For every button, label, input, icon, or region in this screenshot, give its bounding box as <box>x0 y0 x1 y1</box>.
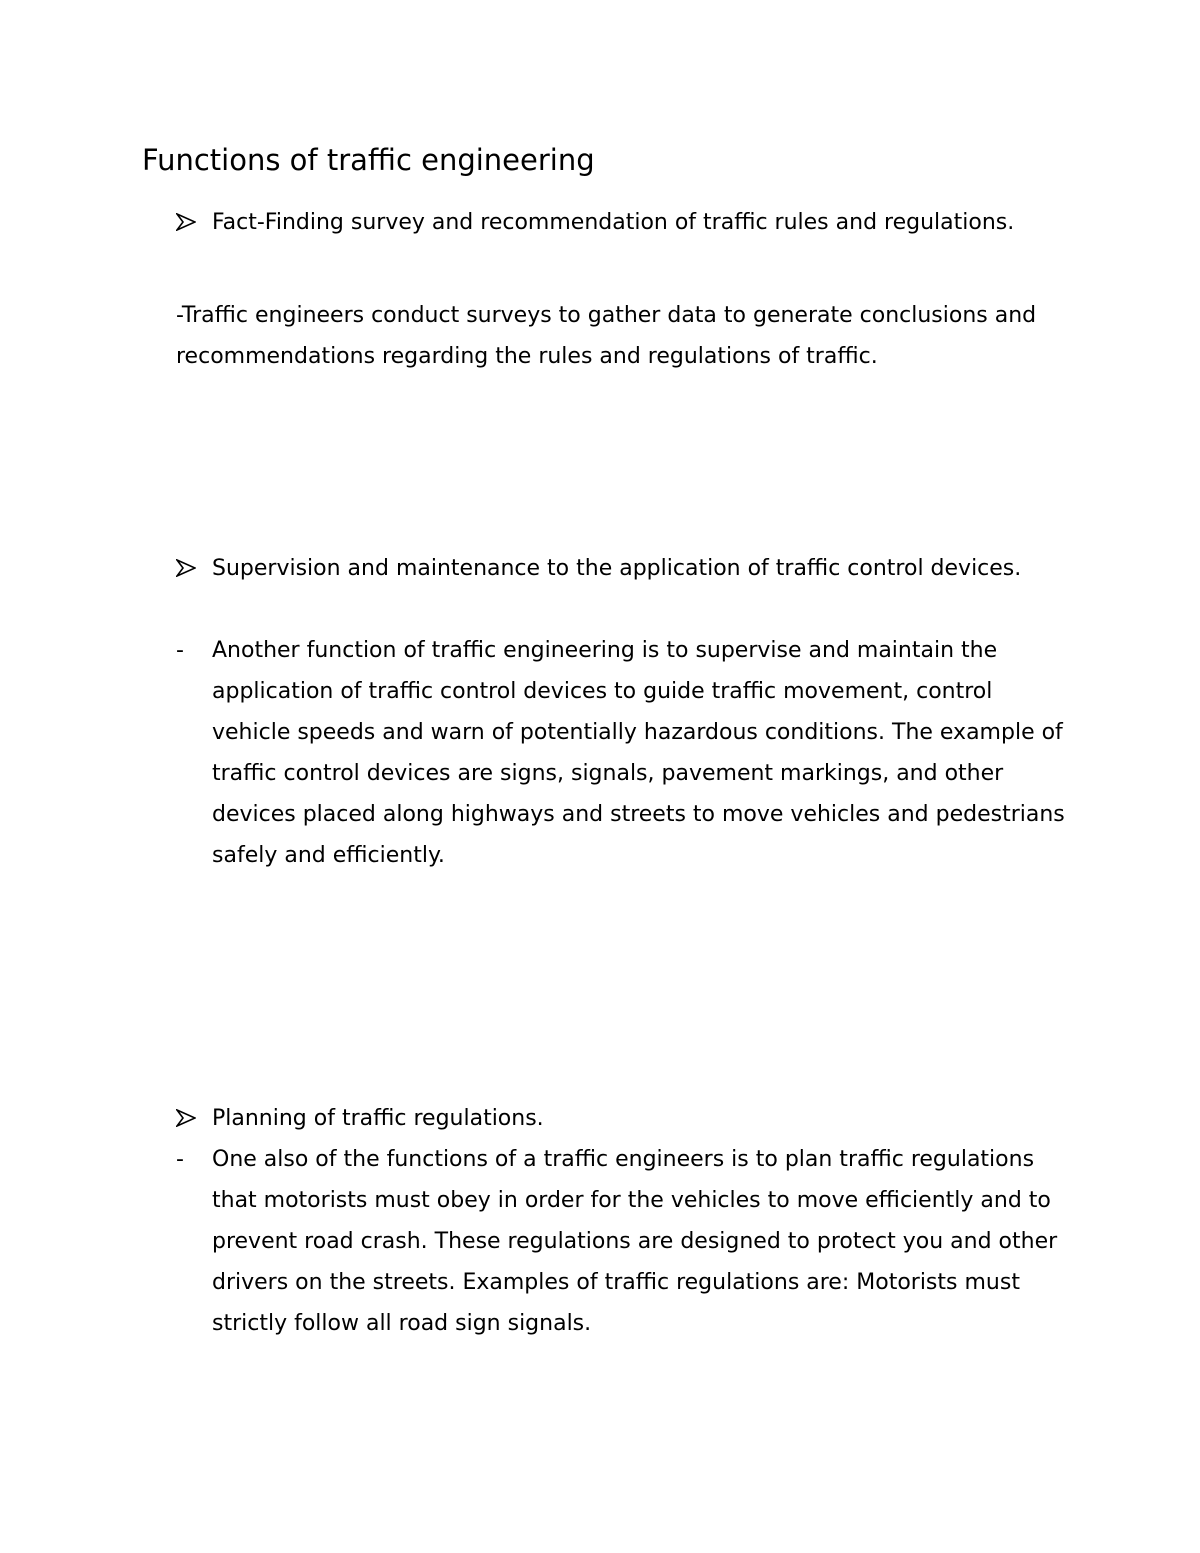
bullet-item-fact-finding <box>176 202 1076 243</box>
dash-bullet: - <box>176 1147 184 1172</box>
section-heading: Supervision and maintenance to the application of traffic control devices. <box>212 556 1022 581</box>
dash-item-supervision <box>176 630 1076 876</box>
dash-bullet: - <box>176 638 184 663</box>
section-body: Another function of traffic engineering is to supervise and maintain the application of traffic control devices to guide traffic movement, control vehicle speeds and warn of potentially hazardous conditions. The example of traffic control devices are signs, signals, pavement markings, and other devices placed along highways and streets to move vehicles and pedestrians safely and efficiently. <box>212 638 1065 868</box>
arrow-bullet-icon <box>176 202 206 231</box>
dash-item-planning <box>176 1139 1076 1344</box>
section-heading: Planning of traffic regulations. <box>212 1106 544 1131</box>
section-heading: Fact-Finding survey and recommendation of traffic rules and regulations. <box>212 210 1015 235</box>
section-body: -Traffic engineers conduct surveys to gather data to generate conclusions and recommendations regarding the rules and regulations of traffic. <box>176 303 1037 369</box>
arrow-bullet-icon <box>176 1098 206 1127</box>
bullet-item-supervision <box>176 548 1076 589</box>
bullet-item-planning <box>176 1098 1076 1139</box>
page-title: Functions of traffic engineering <box>142 143 595 177</box>
arrow-bullet-icon <box>176 548 206 577</box>
section-body: One also of the functions of a traffic engineers is to plan traffic regulations that motorists must obey in order for the vehicles to move efficiently and to prevent road crash. These regulations are designed to protect you and other drivers on the streets. Examples of traffic regulations are: Motorists must strictly follow all road sign signals. <box>212 1147 1058 1336</box>
